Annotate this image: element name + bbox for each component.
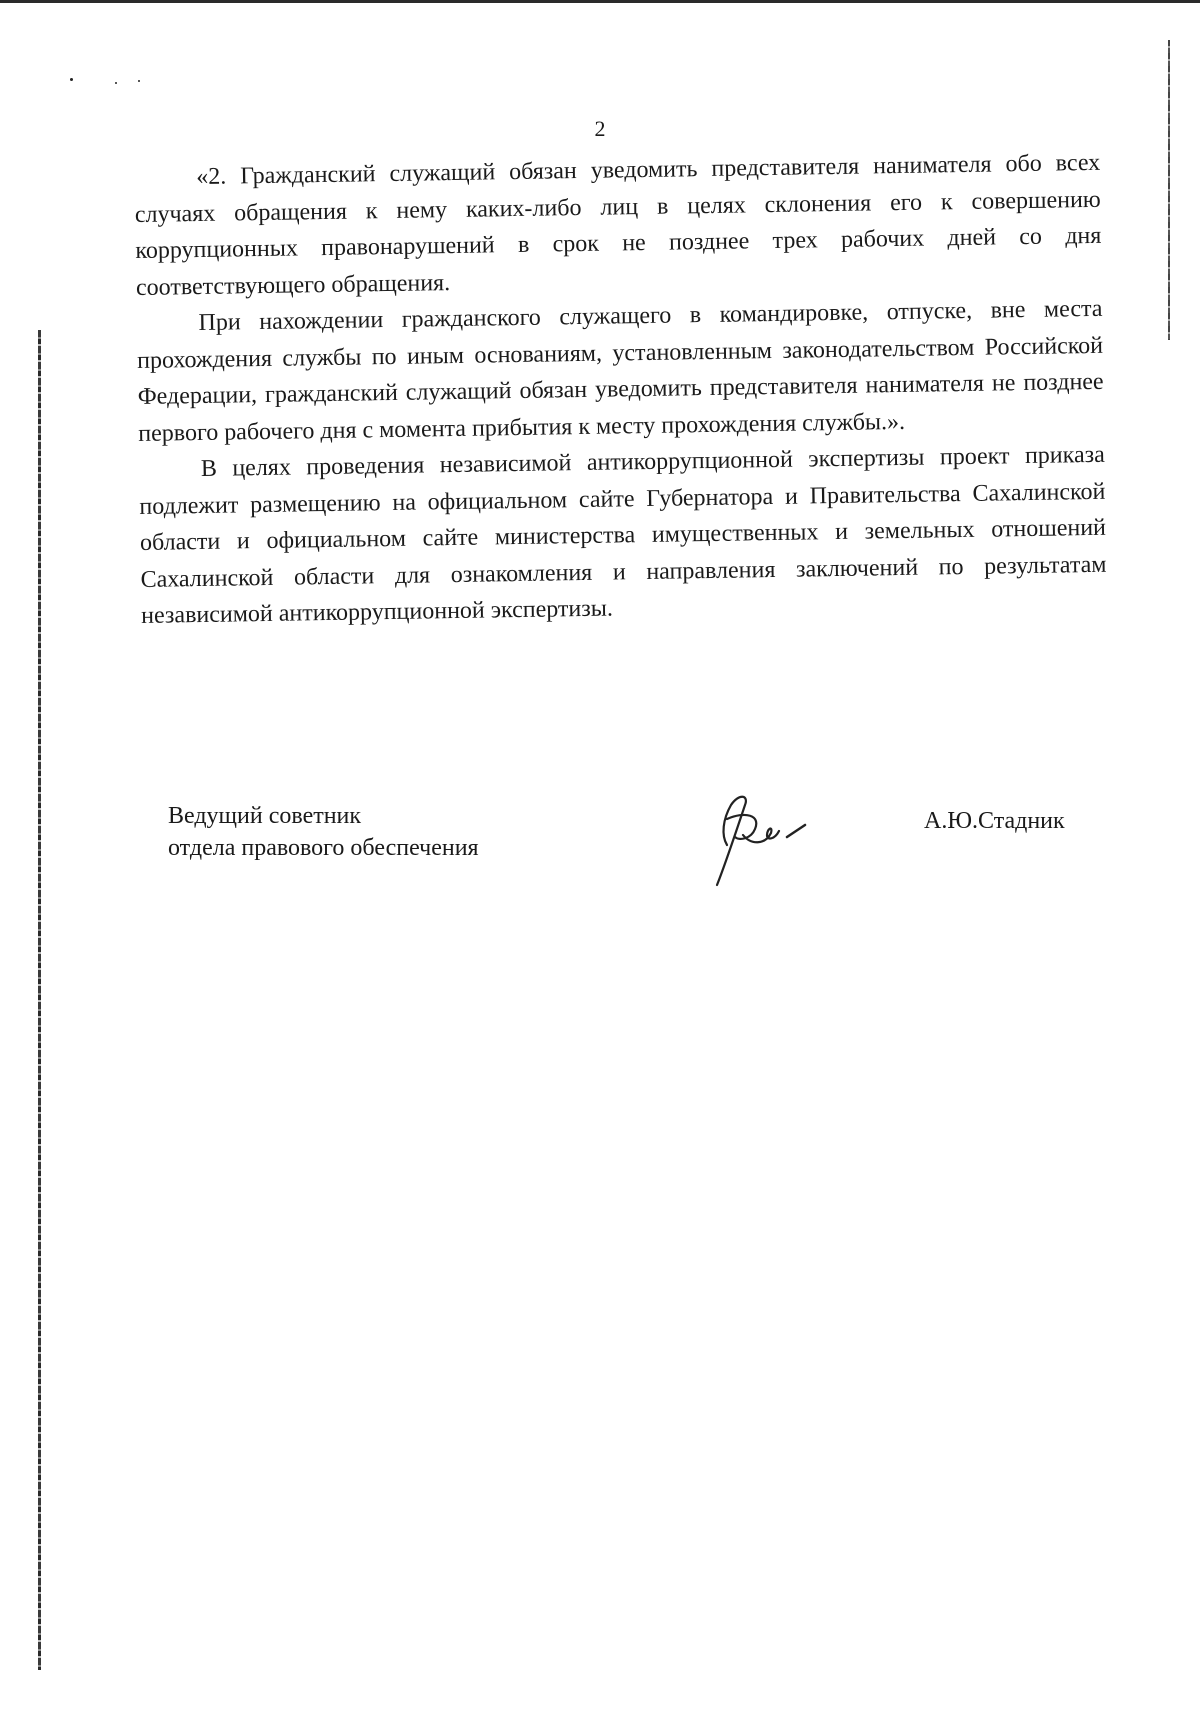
paragraph: «2. Гражданский служащий обязан уведомить представителя нанимателя обо всех случаях обращения к нему каких-либо лиц в целях склонения его к совершению коррупционных правонарушений в срок не позднее трех рабочих дней со дня соответствующего обращения.: [134, 149, 1102, 301]
position-line: Ведущий советник: [168, 803, 362, 829]
scan-right-edge: [1168, 40, 1170, 340]
paragraph: В целях проведения независимой антикоррупционной экспертизы проект приказа подлежит размещению на официальном сайте Губернатора и Правительства Сахалинской области и официальном сайте министерства имущественных и земельных отношений Сахалинской области для ознакомления и направления заключений по результатам независимой антикоррупционной экспертизы.: [139, 441, 1107, 629]
paragraph: При нахождении гражданского служащего в командировке, отпуске, вне места прохождения службы по иным основаниям, установленным законодательством Российской Федерации, гражданский служащий обязан уведомить представителя нанимателя не позднее первого рабочего дня с момента прибытия к месту прохождения службы.».: [136, 295, 1104, 447]
scan-speck: [70, 78, 73, 81]
signatory-position: [168, 800, 479, 864]
signer-name: А.Ю.Стадник: [924, 808, 1065, 834]
scan-speck: [138, 80, 140, 82]
scan-left-edge: [38, 330, 41, 1670]
document-body: [134, 145, 1107, 635]
page-number: 2: [594, 116, 606, 141]
scan-top-edge: [0, 0, 1200, 3]
scan-speck: [115, 82, 117, 84]
position-line: отдела правового обеспечения: [168, 835, 479, 861]
handwritten-signature: [705, 785, 815, 895]
